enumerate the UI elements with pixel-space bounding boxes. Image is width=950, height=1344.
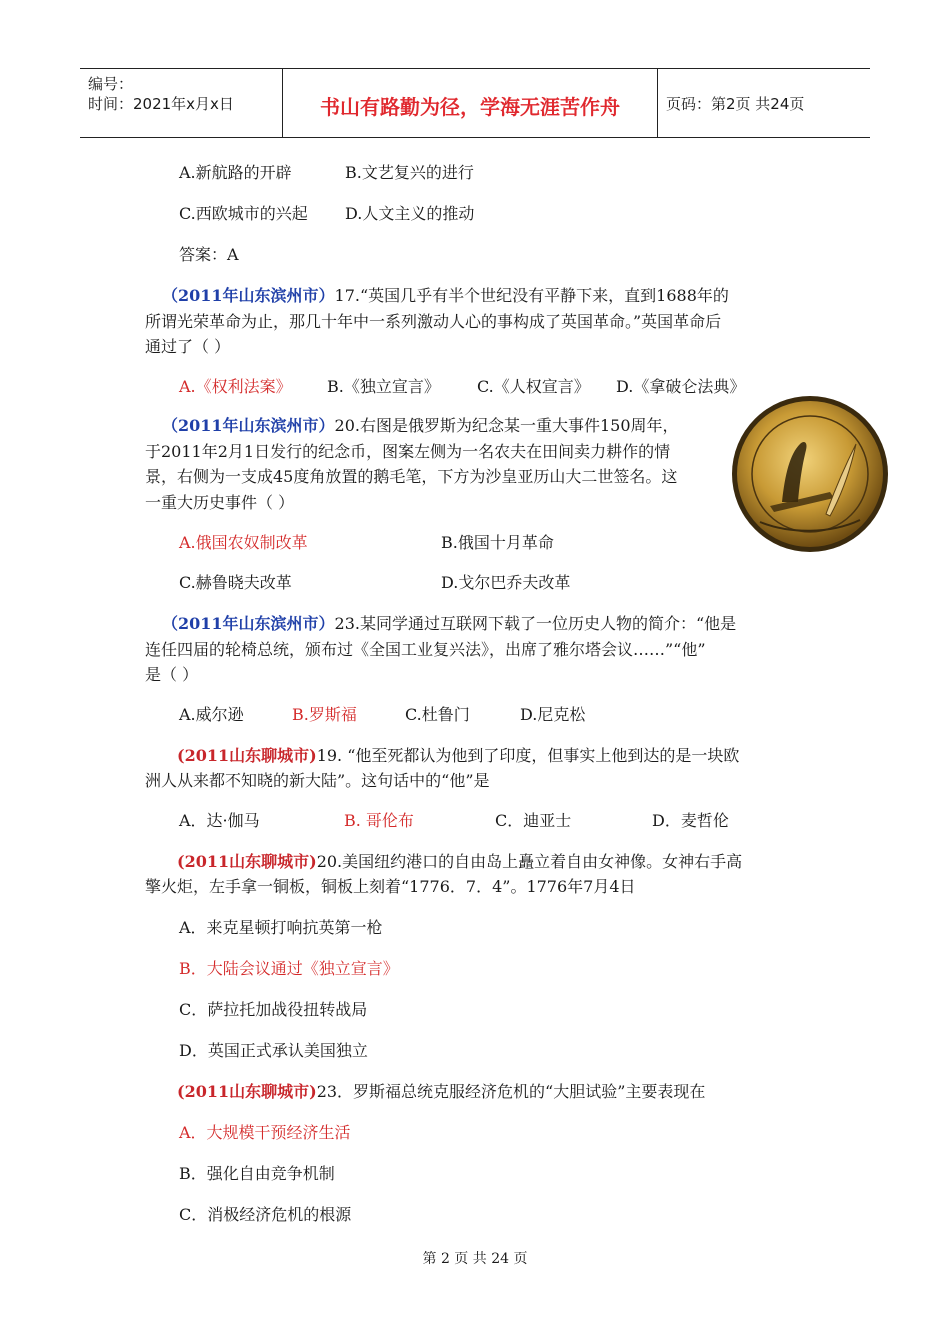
question-17 [162, 286, 729, 306]
question-text: 17.“英国几乎有半个世纪没有平静下来，直到1688年的 [334, 286, 729, 305]
option-b: B．强化自由竞争机制 [179, 1164, 335, 1183]
question-text: 所谓光荣革命为止，那几十年中一系列激动人心的事构成了英国革命。”英国革命后 [145, 312, 722, 331]
question-20b [177, 852, 742, 872]
question-text: 景，右侧为一支成45度角放置的鹅毛笔，下方为沙皇亚历山大二世签名。这 [145, 467, 678, 486]
question-text: 连任四届的轮椅总统，颁布过《全国工业复兴法》，出席了雅尔塔会议……”“他” [145, 640, 706, 659]
question-text: 是（ ） [145, 665, 199, 684]
question-text: 一重大历史事件（ ） [145, 493, 295, 512]
option-c: C.赫鲁晓夫改革 [179, 573, 292, 592]
option-b: B.文艺复兴的进行 [345, 163, 474, 182]
question-text: 20.右图是俄罗斯为纪念某一重大事件150周年， [334, 416, 679, 435]
question-source: （2011年山东滨州市） [162, 286, 335, 305]
header-table [80, 68, 870, 138]
option-b: B.俄国十月革命 [441, 533, 554, 552]
commemorative-coin-image [730, 394, 890, 554]
option-c: C.杜鲁门 [405, 705, 470, 724]
option-b: B.《独立宣言》 [327, 377, 440, 396]
header-motto-cell [283, 69, 658, 137]
question-text: 23.某同学通过互联网下载了一位历史人物的简介：“他是 [334, 614, 737, 633]
question-19 [177, 746, 739, 766]
option-c: C．消极经济危机的根源 [179, 1205, 352, 1224]
option-a-correct: A．大规模干预经济生活 [179, 1123, 351, 1142]
option-b-correct: B.罗斯福 [292, 705, 357, 724]
option-a-correct: A.《权利法案》 [179, 377, 292, 396]
option-d: D.尼克松 [520, 705, 586, 724]
option-a-correct: A.俄国农奴制改革 [179, 533, 308, 552]
option-d: D．麦哲伦 [652, 811, 729, 830]
question-text: 通过了（ ） [145, 337, 231, 356]
question-source: （2011年山东滨州市） [162, 614, 335, 633]
question-text: 擎火炬，左手拿一铜板，铜板上刻着“1776．7．4”。1776年7月4日 [145, 877, 636, 896]
option-d: D.《拿破仑法典》 [616, 377, 746, 396]
option-a: A.威尔逊 [179, 705, 244, 724]
question-23 [162, 614, 736, 634]
code-label: 编号： [88, 75, 134, 93]
question-source: (2011山东聊城市) [177, 852, 317, 871]
option-b-correct: B．大陆会议通过《独立宣言》 [179, 959, 399, 978]
page-info: 页码：第2页 共24页 [666, 95, 805, 113]
question-text: 于2011年2月1日发行的纪念币，图案左侧为一名农夫在田间卖力耕作的情 [145, 442, 671, 461]
question-23b [177, 1082, 705, 1102]
option-c: C．迪亚士 [495, 811, 572, 830]
option-d: D．英国正式承认美国独立 [179, 1041, 368, 1060]
option-c: C．萨拉托加战役扭转战局 [179, 1000, 368, 1019]
date-label: 时间：2021年x月x日 [88, 95, 234, 113]
page-footer: 第 2 页 共 24 页 [422, 1251, 528, 1267]
option-d: D.人文主义的推动 [345, 204, 475, 223]
question-text: 洲人从来都不知晓的新大陆”。这句话中的“他”是 [145, 771, 490, 790]
option-a: A．达·伽马 [179, 811, 260, 830]
option-a: A．来克星顿打响抗英第一枪 [179, 918, 383, 937]
question-text: 19. “他至死都认为他到了印度，但事实上他到达的是一块欧 [316, 746, 740, 765]
question-source: （2011年山东滨州市） [162, 416, 335, 435]
option-c: C.《人权宣言》 [477, 377, 590, 396]
question-source: (2011山东聊城市) [177, 1082, 317, 1101]
question-source: (2011山东聊城市) [177, 746, 317, 765]
option-b-correct: B. 哥伦布 [344, 811, 414, 830]
header-page-cell [658, 69, 870, 137]
answer-line: 答案：A [179, 245, 239, 264]
header-meta-cell [80, 69, 283, 137]
option-a: A.新航路的开辟 [179, 163, 292, 182]
option-d: D.戈尔巴乔夫改革 [441, 573, 571, 592]
question-text: 23．罗斯福总统克服经济危机的“大胆试验”主要表现在 [316, 1082, 706, 1101]
coin-face [737, 401, 883, 547]
question-20 [162, 416, 679, 436]
motto: 书山有路勤为径，学海无涯苦作舟 [320, 95, 620, 119]
option-c: C.西欧城市的兴起 [179, 204, 308, 223]
question-text: 20.美国纽约港口的自由岛上矗立着自由女神像。女神右手高 [316, 852, 743, 871]
